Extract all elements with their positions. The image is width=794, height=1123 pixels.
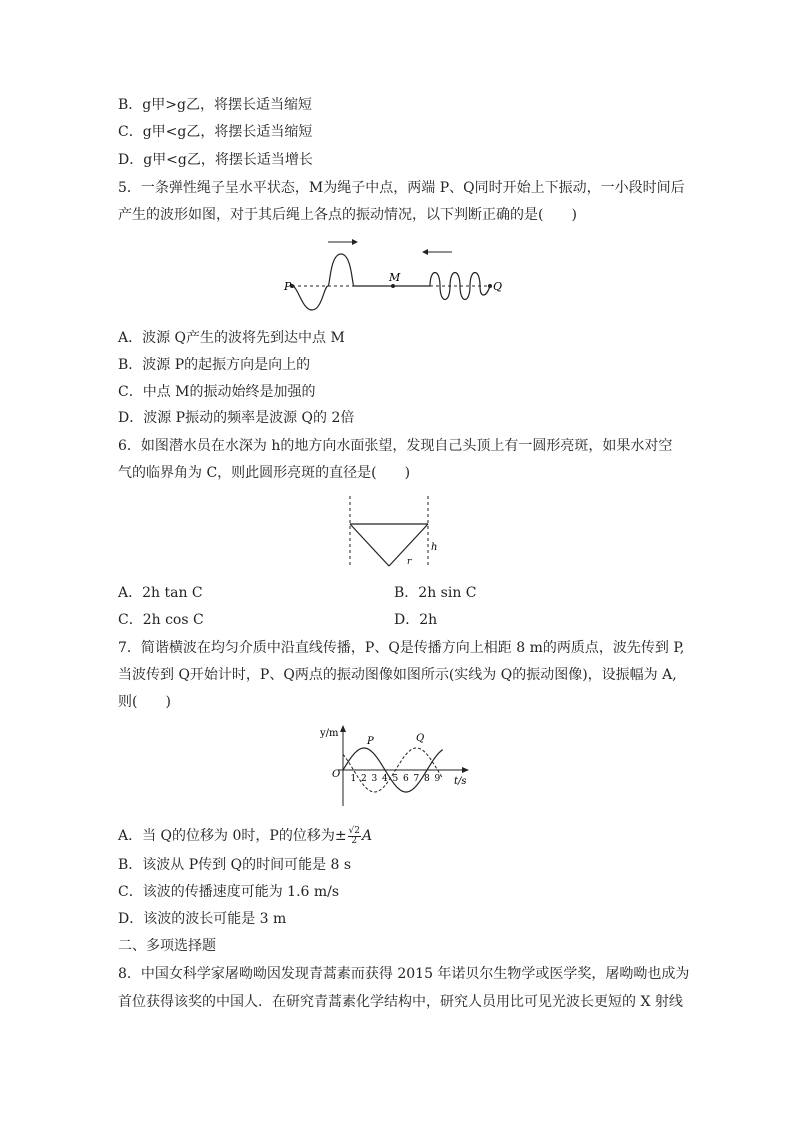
q5-label-q: Q <box>493 280 503 293</box>
q7-origin: O <box>332 769 341 780</box>
sqrt2-over-2-fraction: $\frac{√2}{2}$ <box>348 825 361 846</box>
q6-stem-line2: 气的临界角为 C，则此圆形亮斑的直径是( ) <box>118 465 411 481</box>
q8-stem-line2: 首位获得该奖的中国人．在研究青蒿素化学结构中，研究人员用比可见光波长更短的 X 射线 <box>118 994 683 1010</box>
q7-y-label: y/m <box>320 728 339 739</box>
y-axis-arrow-icon <box>340 725 346 732</box>
q5-stem-line2: 产生的波形如图，对于其后绳上各点的振动情况，以下判断正确的是( ) <box>118 207 577 223</box>
q7-tick-label: 8 <box>424 774 430 784</box>
q7-tick-label: 7 <box>413 774 420 784</box>
q7-tick-label: 6 <box>403 774 409 784</box>
q5-label-m: M <box>389 271 401 284</box>
section-heading-multiple-choice: 二、多项选择题 <box>118 938 216 954</box>
q5-label-p: P <box>284 280 292 293</box>
q8-stem-line1: 8．中国女科学家屠呦呦因发现青蒿素而获得 2015 年诺贝尔生物学或医学奖，屠呦呦也成为 <box>118 966 690 982</box>
q7-tick-label: 5 <box>392 774 399 784</box>
q6-label-r: r <box>407 557 412 567</box>
q7-tick-label: 1 <box>350 774 357 784</box>
q7-vibration-graph <box>316 722 476 808</box>
q7-tick-label: 2 <box>361 774 367 784</box>
q7-option-d: D．该波的波长可能是 3 m <box>118 911 287 927</box>
q7-tick-label: 9 <box>434 774 441 784</box>
q6-stem-line1: 6．如图潜水员在水深为 h的地方向水面张望，发现自己头顶上有一圆形亮斑，如果水对空 <box>118 438 673 454</box>
q5-option-a: A．波源 Q产生的波将先到达中点 M <box>118 330 345 346</box>
q7-tick-label: 4 <box>382 774 388 784</box>
q7-tick-label: 3 <box>371 774 378 784</box>
q6-option-b: B．2h sin C <box>394 585 477 601</box>
q6-diver-figure <box>340 494 450 576</box>
q6-label-h: h <box>431 542 438 553</box>
q5-wave-figure <box>280 232 510 314</box>
q7-option-a: A．当 Q的位移为 0时，P的位移为± $\frac{√2}{2}$ A <box>118 825 373 846</box>
q5-stem-line1: 5．一条弹性绳子呈水平状态，M为绳子中点，两端 P、Q同时开始上下振动，一小段时间后 <box>118 180 685 196</box>
q5-option-d: D．波源 P振动的频率是波源 Q的 2倍 <box>118 410 355 426</box>
q4-option-d: D．g甲<g乙，将摆长适当增长 <box>118 152 313 168</box>
q7-option-a-text: A．当 Q的位移为 0时，P的位移为± <box>118 828 347 844</box>
q7-label-p: P <box>367 736 374 747</box>
q6-option-d: D．2h <box>394 612 438 628</box>
q7-stem-line2: 当波传到 Q开始计时，P、Q两点的振动图像如图所示(实线为 Q的振动图像)，设振幅为 A, <box>118 667 677 683</box>
right-arrow-icon <box>352 239 358 245</box>
q5-option-c: C．中点 M的振动始终是加强的 <box>118 384 316 400</box>
q7-x-label: t/s <box>454 776 467 787</box>
q4-option-c: C．g甲<g乙，将摆长适当缩短 <box>118 124 313 140</box>
q7-stem-line3: 则( ) <box>118 694 171 710</box>
q4-option-b: B．g甲>g乙，将摆长适当缩短 <box>118 97 312 113</box>
q7-option-c: C．该波的传播速度可能为 1.6 m/s <box>118 884 340 900</box>
q6-option-c: C．2h cos C <box>118 612 204 628</box>
x-axis-arrow-icon <box>462 767 469 773</box>
q7-option-b: B．该波从 P传到 Q的时间可能是 8 s <box>118 857 352 873</box>
q7-stem-line1: 7．简谐横波在均匀介质中沿直线传播，P、Q是传播方向上相距 8 m的两质点，波先传到 P, <box>118 640 685 656</box>
q7-label-q: Q <box>416 733 425 744</box>
q5-option-b: B．波源 P的起振方向是向上的 <box>118 357 311 373</box>
q6-option-a: A．2h tan C <box>118 585 203 601</box>
left-arrow-icon <box>422 249 428 255</box>
